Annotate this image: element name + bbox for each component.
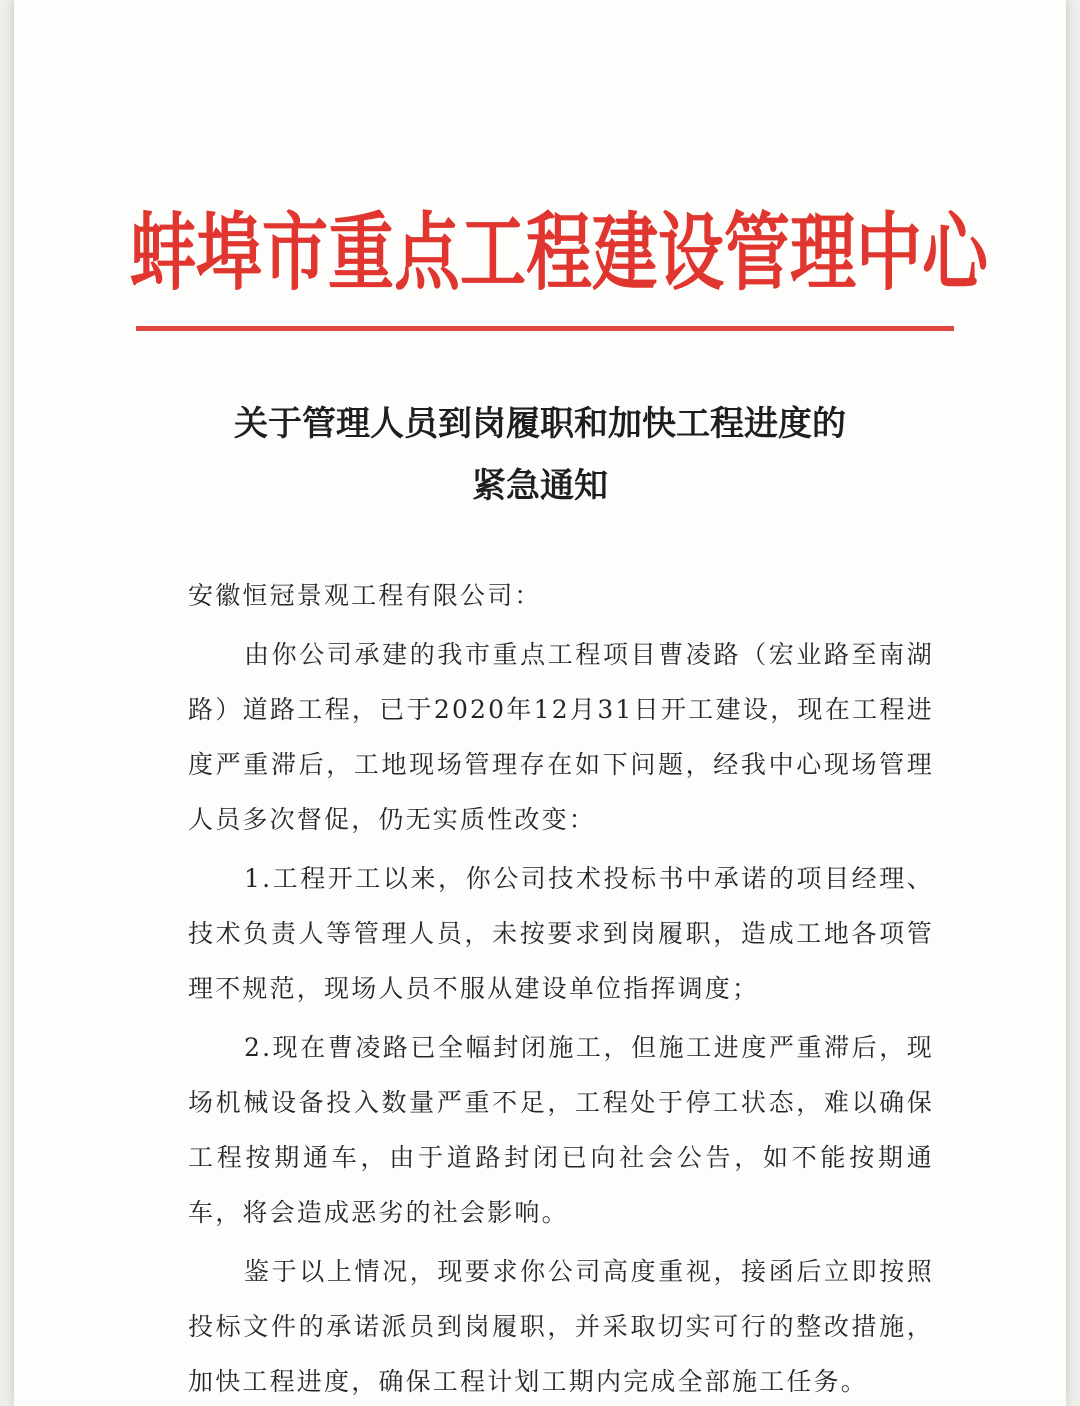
document-page	[14, 0, 1066, 1406]
paragraph-issue-1: 1.工程开工以来，你公司技术投标书中承诺的项目经理、技术负责人等管理人员，未按要求到岗履职，造成工地各项管理不规范，现场人员不服从建设单位指挥调度；	[188, 864, 934, 1003]
notice-body	[188, 568, 934, 1406]
paragraph-background: 由你公司承建的我市重点工程项目曹凌路（宏业路至南湖路）道路工程，已于2020年12月31日开工建设，现在工程进度严重滞后，工地现场管理存在如下问题，经我中心现场管理人员多次督促，仍无实质性改变：	[188, 640, 934, 834]
notice-title-line-1: 关于管理人员到岗履职和加快工程进度的	[234, 404, 846, 444]
red-divider-line	[136, 326, 954, 331]
salutation: 安徽恒冠景观工程有限公司：	[188, 581, 542, 610]
notice-title	[14, 393, 1066, 517]
paragraph-issue-2: 2.现在曹凌路已全幅封闭施工，但施工进度严重滞后，现场机械设备投入数量严重不足，工程处于停工状态，难以确保工程按期通车，由于道路封闭已向社会公告，如不能按期通车，将会造成恶劣的社会影响。	[188, 1033, 934, 1227]
paragraph-requirement: 鉴于以上情况，现要求你公司高度重视，接函后立即按照投标文件的承诺派员到岗履职，并采取切实可行的整改措施，加快工程进度，确保工程计划工期内完成全部施工任务。	[188, 1257, 934, 1396]
masthead-title: 蚌埠市重点工程建设管理中心	[130, 202, 988, 302]
notice-title-line-2: 紧急通知	[472, 466, 608, 506]
